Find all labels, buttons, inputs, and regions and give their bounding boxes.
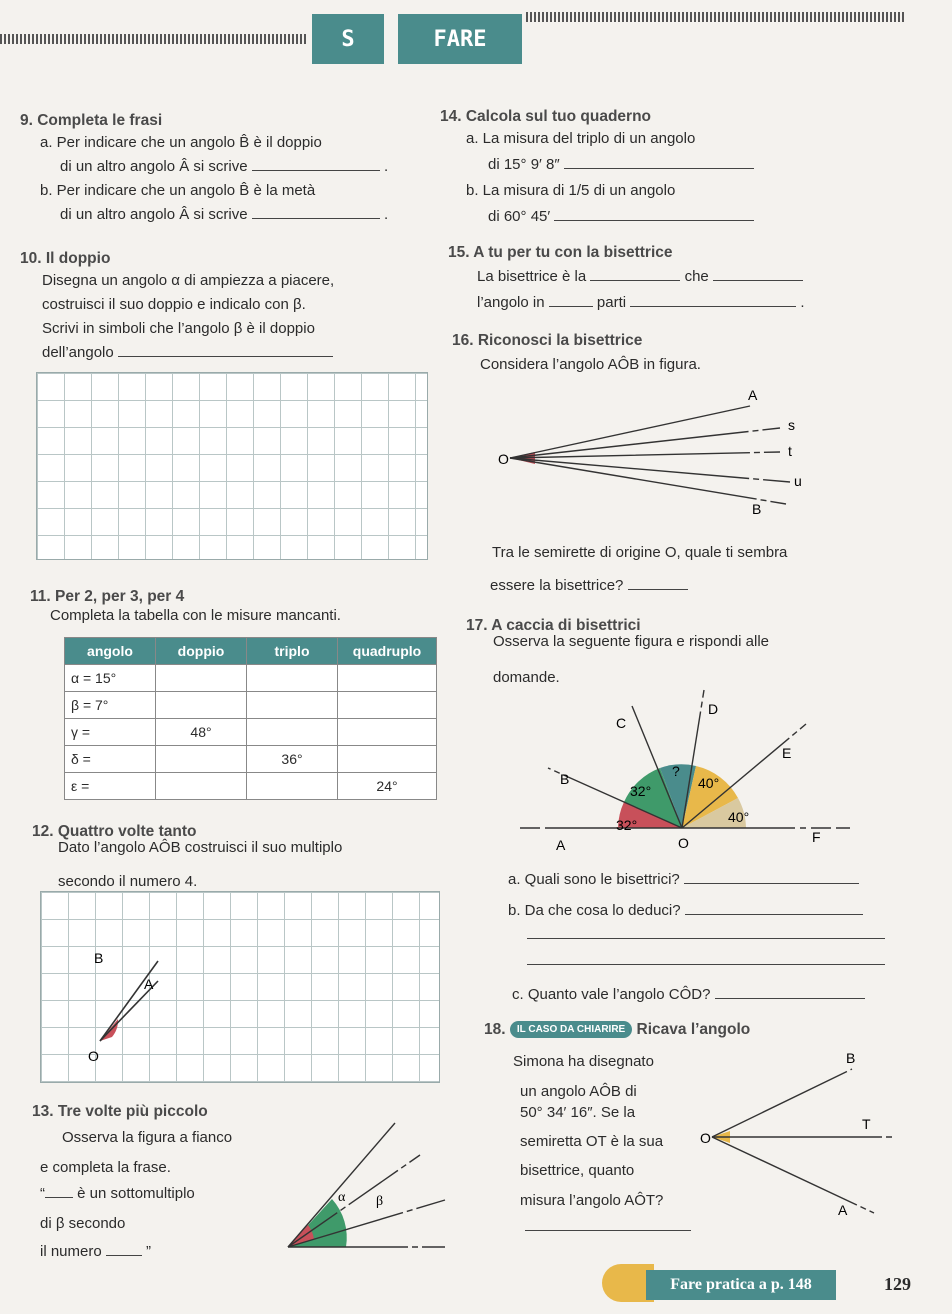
ex18-l4: semiretta OT è la sua [520, 1133, 664, 1150]
ex18-num: 18. [484, 1021, 506, 1038]
cell[interactable] [338, 746, 437, 773]
ex12-ray-ob [100, 961, 158, 1041]
cell: γ = [65, 719, 156, 746]
ex9-title: 9. Completa le frasi [20, 112, 163, 129]
ex18-label-o: O [700, 1130, 711, 1146]
ex17-label-d: D [708, 701, 719, 717]
ex11-title: 11. Per 2, per 3, per 4 [30, 588, 185, 605]
ex17-label-b: B [560, 771, 570, 787]
ex17-label-e: E [782, 745, 792, 761]
ex16-label-a: A [748, 387, 758, 403]
ex16-label-t: t [788, 443, 792, 459]
ex18-figure [700, 1045, 900, 1225]
cell: δ = [65, 746, 156, 773]
ex14-b1: b. La misura di 1/5 di un angolo [466, 182, 676, 199]
ex18-label-t: T [862, 1116, 871, 1132]
ex17-label-f: F [812, 829, 821, 845]
cell: 48° [156, 719, 247, 746]
ex16-ray-b [510, 458, 786, 504]
cell: 36° [247, 746, 338, 773]
cell[interactable] [156, 746, 247, 773]
ex12-label-b: B [94, 950, 104, 966]
ex14-a1: a. La misura del triplo di un angolo [466, 130, 696, 147]
ex16-l1: Considera l’angolo AÔB in figura. [480, 356, 701, 373]
ex16-figure [490, 380, 830, 520]
ex16-label-o: O [498, 451, 509, 467]
ex17-figure [520, 680, 860, 850]
ex15-blank-4[interactable] [630, 306, 796, 307]
ex13-label-alpha: α [338, 1190, 346, 1205]
cell: β = 7° [65, 692, 156, 719]
table-row [65, 719, 437, 746]
ex17-label-q: ? [672, 763, 680, 779]
ex18-l1: Simona ha disegnato [513, 1053, 654, 1070]
ex16-label-u: u [794, 473, 802, 489]
ex18-l6: misura l’angolo AÔT? [520, 1192, 664, 1209]
ex9-b2: di un altro angolo Â si scrive . [60, 206, 389, 223]
ex13-l3: “ è un sottomultiplo [40, 1185, 195, 1202]
ex14-a-blank[interactable] [564, 168, 754, 169]
ex18-l3: 50° 34′ 16″. Se la [520, 1104, 636, 1121]
cell[interactable] [156, 665, 247, 692]
ex10-l2: costruisci il suo doppio e indicalo con β. [42, 296, 306, 313]
ex12-l1: Dato l’angolo AÔB costruisci il suo multiplo [58, 839, 343, 856]
ex17-label-40b: 40° [728, 809, 750, 825]
cell[interactable] [338, 692, 437, 719]
header-rule-left [0, 34, 308, 44]
ex13-figure [280, 1115, 450, 1255]
ex17-qb-line-2[interactable] [527, 938, 885, 939]
table-row [65, 692, 437, 719]
practice-link[interactable]: Fare pratica a p. 148 [646, 1270, 836, 1300]
ex18-label-a: A [838, 1202, 848, 1218]
ex10-l3: Scrivi in simboli che l’angolo β è il doppio [42, 320, 315, 337]
cell[interactable] [156, 692, 247, 719]
ex13-l2: e completa la frase. [40, 1159, 171, 1176]
ex17-qb-blank[interactable] [685, 914, 863, 915]
ex18-l2: un angolo AÔB di [520, 1083, 637, 1100]
cell: α = 15° [65, 665, 156, 692]
ex13-l5: il numero ” [40, 1243, 152, 1260]
ex9-a2: di un altro angolo Â si scrive . [60, 158, 389, 175]
ex12-label-a: A [144, 976, 154, 992]
table-row [65, 746, 437, 773]
ex10-blank[interactable] [118, 356, 333, 357]
ex17-l2: domande. [493, 669, 560, 686]
ex15-blank-2[interactable] [713, 280, 803, 281]
cell: ε = [65, 773, 156, 800]
ex13-blank-1[interactable] [45, 1197, 73, 1198]
ex17-qb: b. Da che cosa lo deduci? [508, 902, 863, 919]
ex16-ray-u [510, 458, 790, 482]
cell[interactable] [156, 773, 247, 800]
ex17-label-32b: 32° [616, 817, 638, 833]
ex9-b-blank[interactable] [252, 218, 380, 219]
ex15-title: 15. A tu per tu con la bisettrice [448, 244, 673, 261]
ex17-qa: a. Quali sono le bisettrici? [508, 871, 859, 888]
ex15-blank-3[interactable] [549, 306, 593, 307]
ex15-blank-1[interactable] [590, 280, 680, 281]
ex17-qa-blank[interactable] [684, 883, 859, 884]
ex13-l4: di β secondo [40, 1215, 126, 1232]
ex13-blank-2[interactable] [106, 1255, 142, 1256]
ex10-grid[interactable] [36, 372, 428, 560]
ex9-a-blank[interactable] [252, 170, 380, 171]
ex17-label-32a: 32° [630, 783, 652, 799]
ex12-figure [40, 891, 180, 1081]
ex16-title: 16. Riconosci la bisettrice [452, 332, 643, 349]
table-row [65, 665, 437, 692]
ex16-label-s: s [788, 417, 795, 433]
ex14-title: 14. Calcola sul tuo quaderno [440, 108, 652, 125]
cell[interactable] [338, 665, 437, 692]
ex18-title: Ricava l’angolo [636, 1021, 751, 1038]
ex13-title: 13. Tre volte più piccolo [32, 1103, 208, 1120]
measures-table [64, 637, 437, 800]
ex18-blank[interactable] [525, 1230, 691, 1231]
ex9-a1: a. Per indicare che un angolo B̂ è il doppio [40, 134, 322, 151]
ex18-badge: IL CASO DA CHIARIRE [510, 1021, 632, 1038]
cell[interactable] [247, 773, 338, 800]
cell: 24° [338, 773, 437, 800]
th-triplo: triplo [247, 638, 338, 665]
ex15-l2: l’angolo in parti . [477, 294, 805, 311]
cell[interactable] [247, 719, 338, 746]
ex18-ray-b [712, 1069, 852, 1137]
th-quadruplo: quadruplo [338, 638, 437, 665]
ex10-l1: Disegna un angolo α di ampiezza a piacere, [42, 272, 335, 289]
th-doppio: doppio [156, 638, 247, 665]
ex16-l2: Tra le semirette di origine O, quale ti sembra [492, 544, 788, 561]
section-tab-right: FARE [398, 14, 522, 64]
ex10-l4: dell’angolo [42, 344, 333, 361]
header-rule-right [526, 12, 906, 22]
ex9-b1: b. Per indicare che un angolo B̂ è la metà [40, 182, 316, 199]
ex18-label-b: B [846, 1050, 856, 1066]
ex17-qc: c. Quanto vale l’angolo CÔD? [512, 986, 865, 1003]
ex11-intro: Completa la tabella con le misure mancanti. [50, 607, 341, 624]
ex17-label-o: O [678, 835, 689, 850]
ex12-l2: secondo il numero 4. [58, 873, 198, 890]
ex18-ray-a [712, 1137, 874, 1213]
ex16-ray-a [510, 406, 750, 458]
table-row [65, 773, 437, 800]
ex13-label-beta: β [376, 1194, 384, 1209]
ex18-l5: bisettrice, quanto [520, 1162, 635, 1179]
ex14-b-blank[interactable] [554, 220, 754, 221]
ex12-label-o: O [88, 1048, 99, 1064]
th-angolo: angolo [65, 638, 156, 665]
ex13-ray-2 [288, 1155, 420, 1247]
page-number: 129 [884, 1274, 911, 1294]
ex14-a2: di 15° 9′ 8″ [488, 156, 754, 173]
ex16-label-b: B [752, 501, 762, 517]
ex16-blank[interactable] [628, 589, 688, 590]
cell[interactable] [338, 719, 437, 746]
ex17-label-c: C [616, 715, 627, 731]
ex17-label-40a: 40° [698, 775, 720, 791]
ex10-title: 10. Il doppio [20, 250, 111, 267]
ex18-header [484, 1021, 750, 1039]
ex17-title: 17. A caccia di bisettrici [466, 617, 641, 634]
ex15-l1: La bisettrice è la che [477, 268, 803, 285]
ex17-label-a: A [556, 837, 566, 850]
section-tab-left: S [312, 14, 384, 64]
ex14-b2: di 60° 45′ [488, 208, 754, 225]
ex16-l3: essere la bisettrice? [490, 577, 688, 594]
ex12-title: 12. Quattro volte tanto [32, 823, 197, 840]
ex17-l1: Osserva la seguente figura e rispondi alle [493, 633, 769, 650]
cell[interactable] [247, 692, 338, 719]
ex17-qb-line-3[interactable] [527, 964, 885, 965]
ex13-l1: Osserva la figura a fianco [62, 1129, 233, 1146]
ex17-qc-blank[interactable] [715, 998, 865, 999]
cell[interactable] [247, 665, 338, 692]
